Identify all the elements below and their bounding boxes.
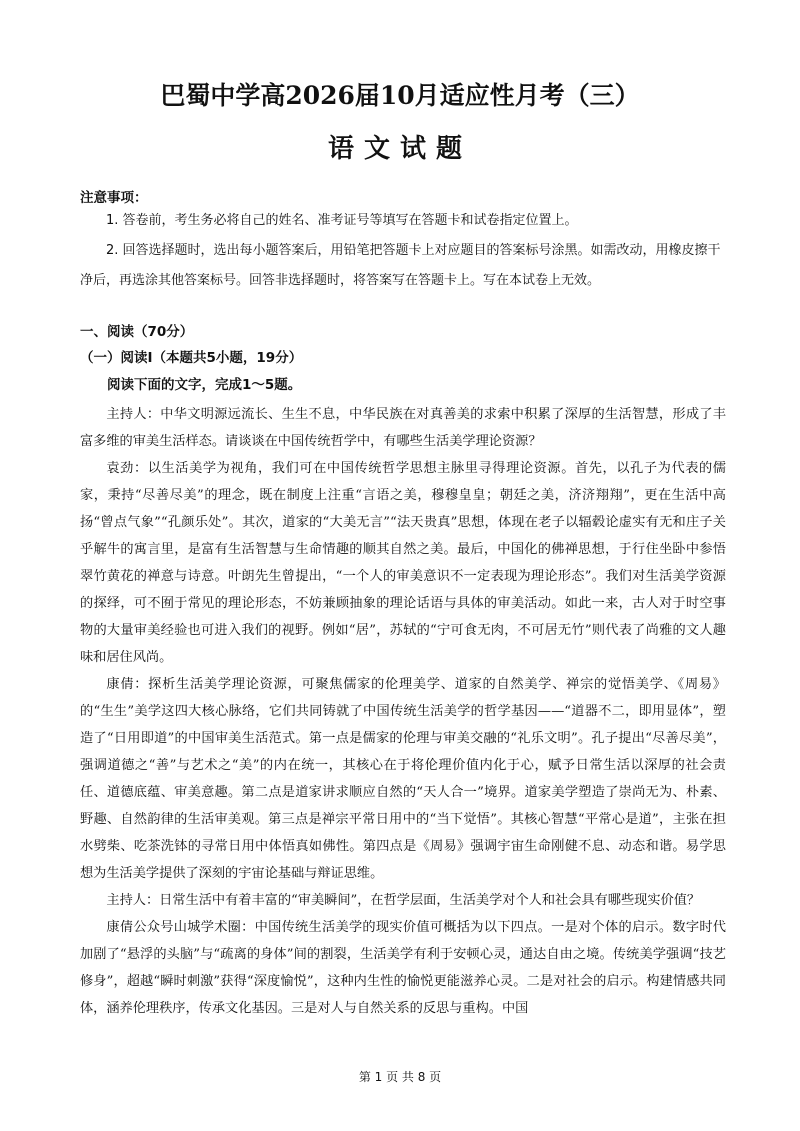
section-heading: 一、阅读（70分）	[80, 324, 194, 340]
passage-paragraph: 袁劲：以生活美学为视角，我们可在中国传统哲学思想主脉里寻得理论资源。首先，以孔子为代表的儒家，秉持“尽善尽美”的理念，既在制度上注重“言语之美，穆穆皇皇；朝廷之美，济济翔翔”，更在生活中高扬“曾点气象”“孔颜乐处”。其次，道家的“大美无言”“法天贵真”思想，体现在老子以辐毂论虚实有无和庄子关乎解牛的寓言里，是富有生活智慧与生命情趣的顺其自然之美。最后，中国化的佛禅思想，于行住坐卧中参悟翠竹黄花的禅意与诗意。叶朗先生曾提出，“一个人的审美意识不一定表现为理论形态”。我们对生活美学资源的探绎，可不囿于常见的理论形态，不妨兼顾抽象的理论话语与具体的审美活动。如此一来，古人对于时空事物的大量审美经验也可进入我们的视野。例如“居”，苏轼的“宁可食无肉，不可居无竹”则代表了尚雅的文人趣味和居住风尚。	[80, 461, 726, 665]
passage-paragraph: 主持人：日常生活中有着丰富的“审美瞬间”，在哲学层面，生活美学对个人和社会具有哪些现实价值？	[106, 893, 701, 908]
notice-list	[80, 206, 726, 296]
passage-paragraph: 主持人：中华文明源远流长、生生不息，中华民族在对真善美的求索中积累了深厚的生活智慧，形成了丰富多维的审美生活样态。请谈谈在中国传统哲学中，有哪些生活美学理论资源？	[80, 407, 726, 449]
passage-paragraph: 康倩公众号山城学术圈：中国传统生活美学的现实价值可概括为以下四点。一是对个体的启示。数字时代加剧了“悬浮的头脑”与“疏离的身体”间的割裂，生活美学有利于安顿心灵，通达自由之境。传统美学强调“技艺修身”，超越“瞬时刺激”获得“深度愉悦”，这种内生性的愉悦更能滋养心灵。二是对社会的启示。构建情感共同体，涵养伦理秩序，传承文化基因。三是对人与自然关系的反思与重构。中国	[80, 920, 726, 1016]
reading-passage	[80, 401, 726, 1022]
page-number: 第 1 页 共 8 页	[358, 1070, 442, 1084]
passage-paragraph: 康倩：探析生活美学理论资源，可聚焦儒家的伦理美学、道家的自然美学、禅宗的觉悟美学、《周易》的“生生”美学这四大核心脉络，它们共同铸就了中国传统生活美学的哲学基因——“道器不二，即用显体”，塑造了“日用即道”的中国审美生活范式。第一点是儒家的伦理与审美交融的“礼乐文明”。孔子提出“尽善尽美”，强调道德之“善”与艺术之“美”的内在统一，其核心在于将伦理价值内化于心，赋予日常生活以深厚的社会责任、道德底蕴、审美意趣。第二点是道家讲求顺应自然的“天人合一”境界。道家美学塑造了崇尚无为、朴素、野趣、自然韵律的生活审美观。第三点是禅宗平常日用中的“当下觉悟”。其核心智慧“平常心是道”，主张在担水劈柴、吃茶洗钵的寻常日用中体悟真如佛性。第四点是《周易》强调宇宙生命刚健不息、动态和谐。易学思想为生活美学提供了深刻的宇宙论基础与辩证思维。	[80, 677, 726, 881]
exam-title: 巴蜀中学高2026届10月适应性月考（三）	[160, 81, 640, 110]
notice-item: 1. 答卷前，考生务必将自己的姓名、准考证号等填写在答题卡和试卷指定位置上。	[106, 213, 578, 228]
subject-title: 语文试题	[327, 134, 472, 164]
reading-instruction: 阅读下面的文字，完成1～5题。	[107, 377, 302, 393]
subsection-heading: （一）阅读Ⅰ（本题共5小题，19分）	[80, 350, 303, 366]
notice-item: 2. 回答选择题时，选出每小题答案后，用铅笔把答题卡上对应题目的答案标号涂黑。如需改动，用橡皮擦干净后，再选涂其他答案标号。回答非选择题时，将答案写在答题卡上。写在本试卷上无效。	[80, 243, 721, 288]
notice-heading: 注意事项：	[80, 190, 148, 206]
